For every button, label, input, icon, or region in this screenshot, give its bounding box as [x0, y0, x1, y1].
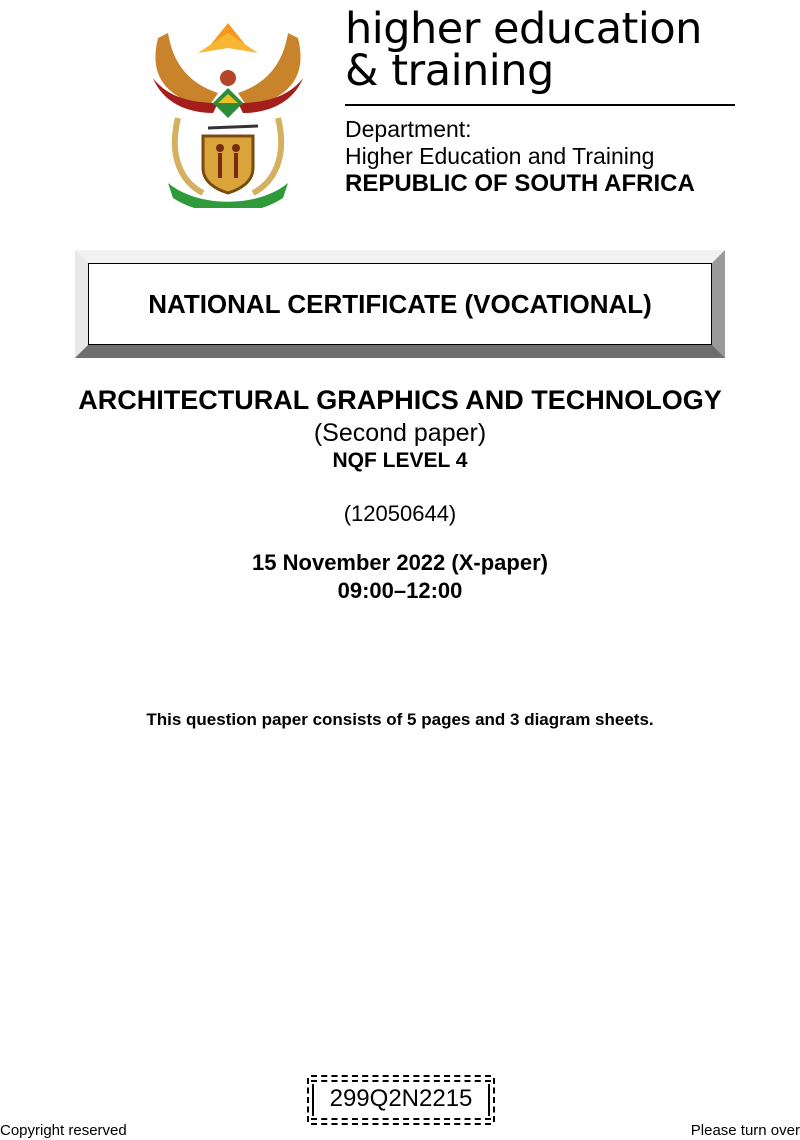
subject-code: (12050644): [343, 501, 457, 526]
footer-turn-over: Please turn over: [690, 1122, 800, 1139]
brand-line-1: higher education: [345, 4, 702, 54]
nqf-level: NQF LEVEL 4: [332, 449, 468, 472]
paper-info: This question paper consists of 5 pages and 3 diagram sheets.: [146, 710, 654, 729]
brand-line-2: & training: [345, 46, 554, 96]
brand-wordmark: [345, 4, 702, 96]
department-name: Higher Education and Training: [345, 143, 655, 169]
department-block: [345, 116, 695, 197]
exam-date: 15 November 2022 (X-paper): [252, 550, 548, 575]
coat-of-arms-logo: [148, 18, 308, 208]
subject-title: ARCHITECTURAL GRAPHICS AND TECHNOLOGY: [78, 385, 722, 415]
country-name: REPUBLIC OF SOUTH AFRICA: [345, 170, 695, 197]
paper-number: (Second paper): [313, 419, 487, 447]
certificate-title: NATIONAL CERTIFICATE (VOCATIONAL): [88, 263, 712, 345]
brand-divider: [345, 104, 735, 106]
footer-copyright: Copyright reserved: [0, 1122, 127, 1139]
certificate-frame: [75, 250, 725, 358]
department-label: Department:: [345, 116, 472, 142]
exam-time: 09:00–12:00: [337, 578, 463, 603]
paper-code: 299Q2N2215: [329, 1085, 473, 1112]
paper-code-box: [305, 1072, 497, 1128]
